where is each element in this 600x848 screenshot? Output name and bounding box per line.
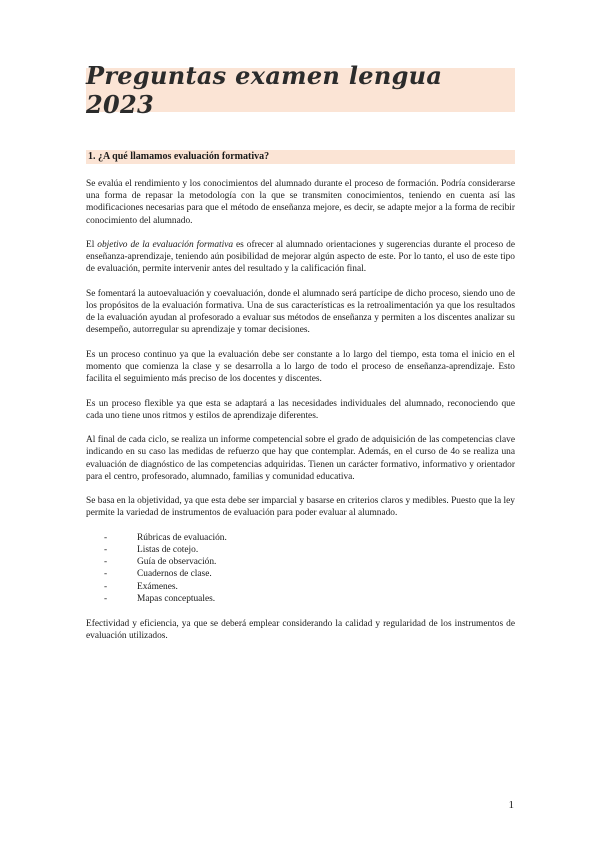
title-banner <box>86 61 515 119</box>
section-heading: 1. ¿A qué llamamos evaluación formativa? <box>86 150 515 164</box>
list-item: - Cuadernos de clase. <box>104 568 515 580</box>
evaluation-tools-list <box>86 532 515 605</box>
paragraph-continuous: Es un proceso continuo ya que la evaluación debe ser constante a lo largo del tiempo, esta toma el inicio en el momento que comienza la clase y se desarrolla a lo largo de todo el proceso de enseñanza-aprendizaje. Esto facilita el seguimiento más preciso de los docentes y discentes. <box>86 349 515 385</box>
list-item: - Rúbricas de evaluación. <box>104 532 515 544</box>
page-number: 1 <box>508 799 514 811</box>
paragraph-self-evaluation: Se fomentará la autoevaluación y coevaluación, donde el alumnado será partícipe de dicho proceso, siendo uno de los propósitos de la evaluación formativa. Una de sus características es la retroalimentación ya que los resultados de la evaluación ayudan al profesorado a evaluar sus métodos de enseñanza y permiten a los discentes analizar su desempeño, autorregular su aprendizaje y tomar decisiones. <box>86 288 515 336</box>
objective-prefix: El <box>86 240 98 250</box>
paragraph-objectivity: Se basa en la objetividad, ya que esta debe ser imparcial y basarse en criterios claros y medibles. Puesto que la ley permite la variedad de instrumentos de evaluación para poder evaluar al alumnado. <box>86 496 515 519</box>
list-item: - Listas de cotejo. <box>104 544 515 556</box>
paragraph-effectiveness: Efectividad y eficiencia, ya que se deberá emplear considerando la calidad y regularidad de los instrumentos de evaluación utilizados. <box>86 619 515 642</box>
document-body <box>86 178 515 655</box>
paragraph-definition: Se evalúa el rendimiento y los conocimientos del alumnado durante el proceso de formación. Podría considerarse una forma de repasar la metodología con la que se transmiten conocimientos, teniendo en cuenta así las modificaciones necesarias para que el método de enseñanza mejore, es decir, se adapte mejor a la forma de recibir conocimiento del alumnado. <box>86 179 515 226</box>
document-title: Preguntas examen lengua 2023 <box>86 61 443 119</box>
objective-emphasis: objetivo de la evaluación formativa <box>97 240 234 250</box>
paragraph-objective <box>86 239 515 276</box>
objective-rest: es ofrecer al alumnado orientaciones y sugerencias durante el proceso de enseñanza-aprendizaje, teniendo aún posibilidad de mejorar algún aspecto de este. Por lo tanto, el uso de este tipo de evaluación, permite intervenir antes del resultado y la calificación final. <box>86 240 515 275</box>
list-item: - Exámenes. <box>104 581 515 593</box>
list-item: - Guía de observación. <box>104 556 515 568</box>
paragraph-flexible: Es un proceso flexible ya que esta se adaptará a las necesidades individuales del alumnado, reconociendo que cada uno tiene unos ritmos y estilos de aprendizaje diferentes. <box>86 398 515 421</box>
paragraph-report: Al final de cada ciclo, se realiza un informe competencial sobre el grado de adquisición de las competencias clave indicando en su caso las medidas de refuerzo que hay que contemplar. Además, en el curso de 4o se realiza una evaluación de diagnóstico de las competencias adquiridas. Tienen un carácter formativo, informativo y orientador para el centro, profesorado, alumnado, familias y comunidad educativa. <box>86 435 515 482</box>
list-item: - Mapas conceptuales. <box>104 593 515 605</box>
